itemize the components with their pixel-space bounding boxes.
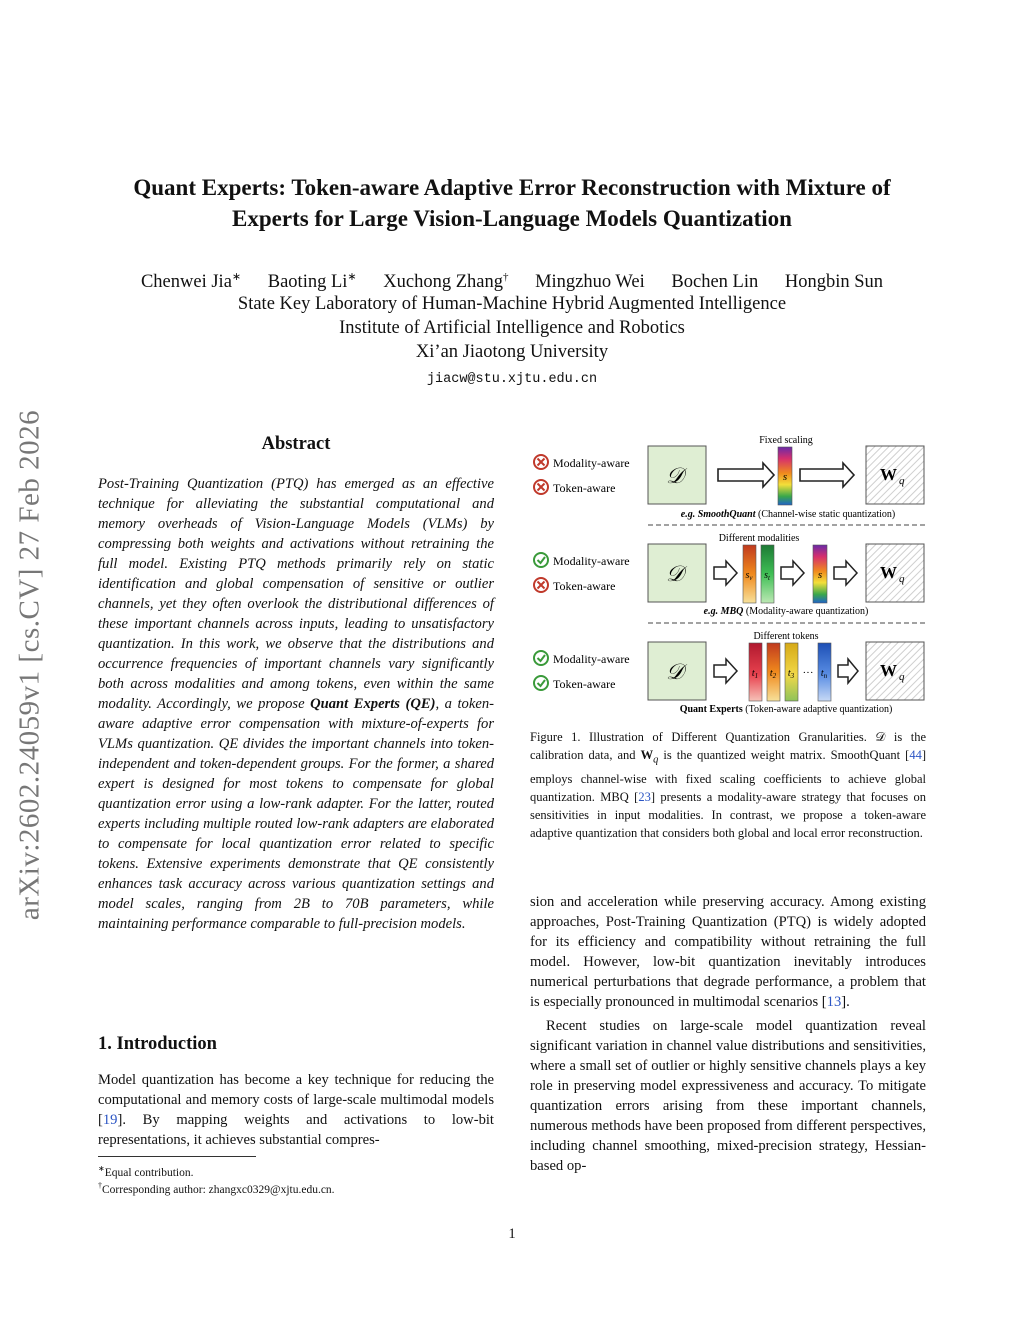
author: Baoting Li∗ bbox=[267, 271, 357, 293]
svg-text:s: s bbox=[782, 471, 788, 483]
svg-text:𝒟: 𝒟 bbox=[666, 659, 684, 684]
intro-heading: 1. Introduction bbox=[98, 1034, 217, 1054]
arrow-icon bbox=[838, 659, 858, 683]
row-caption: Quant Experts (Token-aware adaptive quantization) bbox=[679, 704, 893, 715]
abstract-body: Post-Training Quantization (PTQ) has emerged as an effective technique for alleviating the substantial computational and memory overheads of Vision-Language Models (VLMs) by compressing both weights and activations without retraining the full model. Existing PTQ methods primarily rely on static identification and global compensation of sensitive or outlier channels, yet they often overlook the distributional differences of these important channels across inputs, leading to unsatisfactory quantization. In this work, we observe that the distributions and occurrence frequencies of important channels vary significantly both across modalities and among tokens, even within the same modality. Accordingly, we propose Quant Experts (QE), a token-aware adaptive error compensation with mixture-of-experts for VLMs quantization. QE divides the important channels into token-independent and token-dependent groups. For the former, a shared expert is designed for most tokens to compensate for global quantization error using a low-rank adapter. For the latter, routed experts including multiple routed low-rank adapters are elaborated to compensate for local quantization error related to specific tokens. Extensive experiments demonstrate that QE consistently enhances task accuracy across various quantization settings and model scales, ranging from 2B to 70B parameters, while maintaining performance comparable to full-precision models. bbox=[98, 476, 494, 932]
svg-text:st: $s_t$ bbox=[764, 570, 770, 582]
citation-link[interactable]: 13 bbox=[826, 994, 842, 1010]
arrow-icon bbox=[834, 561, 857, 585]
paper-title bbox=[60, 172, 964, 234]
arxiv-watermark bbox=[10, 370, 50, 960]
title-line-2: Experts for Large Vision-Language Models Quantization bbox=[232, 206, 792, 231]
intro-body: Model quantization has become a key technique for reducing the computational and memory costs of large-scale multimodal models [19]. By mapping weights and activations to low-bit representations, it achieves substantial compres- bbox=[98, 1072, 494, 1148]
footnote-rule bbox=[98, 1156, 256, 1157]
row-caption: e.g. MBQ (Modality-aware quantization) bbox=[703, 606, 869, 617]
check-icon bbox=[534, 553, 548, 567]
x-icon bbox=[534, 480, 548, 494]
svg-text:Wq: W $_q$ bbox=[880, 563, 905, 585]
row-mbq bbox=[534, 533, 924, 617]
author: Mingzhuo Wei bbox=[535, 272, 645, 293]
svg-text:sv: $s_v$ bbox=[745, 570, 753, 582]
footnote: †Corresponding author: zhangxc0329@xjtu.edu.cn. bbox=[98, 1181, 335, 1196]
calibration-symbol: 𝒟 bbox=[666, 463, 684, 488]
x-icon bbox=[534, 578, 548, 592]
author: Xuchong Zhang† bbox=[383, 271, 509, 293]
svg-text:s: s bbox=[817, 569, 823, 581]
label-modality-aware: Modality-aware bbox=[553, 554, 630, 568]
title-line-1: Quant Experts: Token-aware Adaptive Error Reconstruction with Mixture of bbox=[133, 175, 891, 200]
abstract-heading: Abstract bbox=[261, 434, 331, 454]
svg-text:···: ··· bbox=[802, 667, 814, 679]
page-number: 1 bbox=[508, 1226, 516, 1242]
footnote: ∗Equal contribution. bbox=[98, 1164, 194, 1179]
label-token-aware: Token-aware bbox=[553, 677, 616, 691]
intro-body-continued bbox=[530, 892, 926, 1176]
method-name: Quant Experts (QE) bbox=[310, 696, 436, 712]
arrow-icon bbox=[800, 463, 854, 487]
different-tokens-label: Different tokens bbox=[753, 631, 819, 642]
arrow-icon bbox=[714, 561, 737, 585]
row-caption: e.g. SmoothQuant (Channel-wise static quantization) bbox=[680, 509, 896, 520]
arrow-icon bbox=[781, 561, 804, 585]
label-token-aware: Token-aware bbox=[553, 481, 616, 495]
svg-text:𝒟: 𝒟 bbox=[666, 561, 684, 586]
paragraph: sion and acceleration while preserving accuracy. Among existing approaches, Post-Training Quantization (PTQ) is widely adopted for its efficiency and compatibility without retraining the full model. However, low-bit quantization inevitably introduces numerical perturbations that degrade performance, a problem that is especially pronounced in multimodal scenarios [13]. bbox=[530, 894, 926, 1010]
svg-text:Wq: W $_q$ bbox=[880, 465, 905, 487]
x-icon bbox=[534, 455, 548, 469]
row-quant-experts bbox=[534, 631, 924, 715]
svg-text:Wq: W $_q$ bbox=[880, 661, 905, 683]
check-icon bbox=[534, 651, 548, 665]
arxiv-id: arXiv:2602.24059v1 [cs.CV] 27 Feb 2026 bbox=[13, 409, 46, 921]
paragraph: Recent studies on large-scale model quantization reveal significant variation in channel value distributions and sensitivities, where a small set of outlier or highly sensitive channels plays a key role in preserving model expressiveness and accuracy. To mitigate quantization errors arising from these important channels, numerous methods have been proposed from different perspectives, including channel smoothing, mixed-precision strategy, Hessian-based op- bbox=[530, 1018, 926, 1174]
citation-link[interactable]: 44 bbox=[909, 748, 922, 762]
affiliation-line: Xi’an Jiaotong University bbox=[415, 342, 609, 362]
svg-text:t2: $t_2$ bbox=[769, 668, 777, 680]
figure-1 bbox=[528, 432, 928, 718]
label-token-aware: Token-aware bbox=[553, 579, 616, 593]
svg-text:tn: $t_n$ bbox=[820, 668, 828, 680]
author: Bochen Lin bbox=[671, 272, 759, 293]
fixed-scaling-label: Fixed scaling bbox=[759, 435, 813, 446]
figure-caption: Figure 1. Illustration of Different Quantization Granularities. 𝒟 is the calibration data, and $W_q$ is the quantized weight matrix. SmoothQuant [44] employs channel-wise with fixed scaling coefficients to achieve global quantization. MBQ [23] presents a modality-aware strategy that focuses on sensitivities in input modalities. In contrast, we propose a token-aware adaptive quantization that considers both global and local error reconstruction. bbox=[530, 730, 926, 840]
affiliation-line: State Key Laboratory of Human-Machine Hybrid Augmented Intelligence bbox=[237, 294, 787, 314]
label-modality-aware: Modality-aware bbox=[553, 456, 630, 470]
citation-link[interactable]: 19 bbox=[102, 1112, 118, 1128]
svg-text:t3: $t_3$ bbox=[787, 668, 795, 680]
citation-link[interactable]: 23 bbox=[638, 789, 651, 804]
affiliation-line: Institute of Artificial Intelligence and Robotics bbox=[339, 318, 685, 338]
check-icon bbox=[534, 676, 548, 690]
author-list bbox=[60, 270, 964, 293]
row-smoothquant bbox=[534, 435, 924, 520]
arrow-icon bbox=[718, 463, 774, 487]
author-email[interactable]: jiacw@stu.xjtu.edu.cn bbox=[426, 372, 598, 387]
arrow-icon bbox=[714, 659, 737, 683]
author: Chenwei Jia∗ bbox=[140, 271, 242, 293]
svg-text:t1: $t_1$ bbox=[751, 668, 759, 680]
different-modalities-label: Different modalities bbox=[718, 533, 800, 544]
label-modality-aware: Modality-aware bbox=[553, 652, 630, 666]
author: Hongbin Sun bbox=[784, 272, 884, 293]
